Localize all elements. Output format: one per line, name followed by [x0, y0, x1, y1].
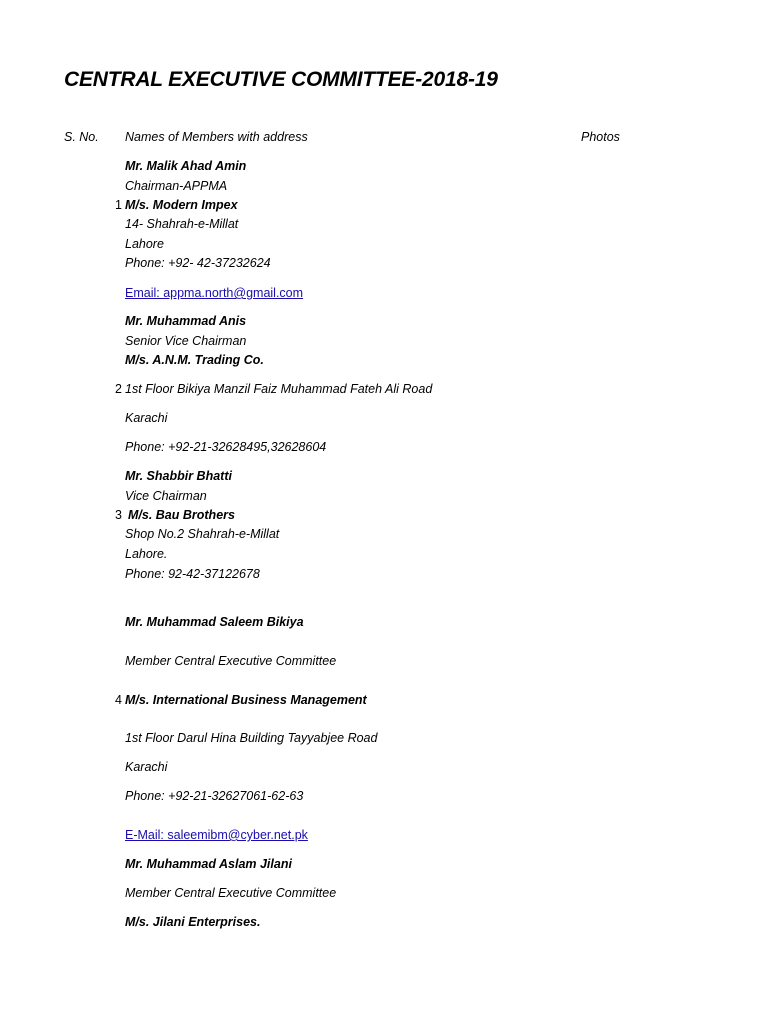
- member-designation: Chairman-APPMA: [125, 179, 228, 193]
- member-firm: M/s. A.N.M. Trading Co.: [125, 353, 264, 367]
- member-city: Karachi: [125, 760, 168, 774]
- member-address: 1st Floor Bikiya Manzil Faiz Muhammad Fateh Ali Road: [125, 382, 433, 396]
- member-phone: Phone: +92-21-32627061-62-63: [125, 789, 304, 803]
- member-name: Mr. Malik Ahad Amin: [125, 159, 247, 173]
- member-name: Mr. Muhammad Saleem Bikiya: [125, 615, 304, 629]
- member-designation: Member Central Executive Committee: [125, 886, 337, 900]
- serial-number: 1: [115, 198, 122, 212]
- member-firm: M/s. Bau Brothers: [128, 508, 235, 522]
- member-firm: M/s. Jilani Enterprises.: [125, 915, 261, 929]
- serial-number: 2: [115, 382, 122, 396]
- member-city: Lahore.: [125, 547, 168, 561]
- member-address: 1st Floor Darul Hina Building Tayyabjee Road: [125, 731, 378, 745]
- member-city: Lahore: [125, 237, 164, 251]
- member-designation: Vice Chairman: [125, 489, 207, 503]
- member-name: Mr. Shabbir Bhatti: [125, 469, 232, 483]
- page-title: CENTRAL EXECUTIVE COMMITTEE-2018-19: [64, 68, 498, 91]
- header-photos: Photos: [581, 130, 620, 144]
- member-address: 14- Shahrah-e-Millat: [125, 217, 239, 231]
- member-city: Karachi: [125, 411, 168, 425]
- header-sno: S. No.: [64, 130, 99, 144]
- serial-number: 4: [115, 693, 122, 707]
- member-designation: Member Central Executive Committee: [125, 654, 337, 668]
- serial-number: 3: [115, 508, 122, 522]
- member-name: Mr. Muhammad Aslam Jilani: [125, 857, 292, 871]
- member-firm: M/s. International Business Management: [125, 693, 367, 707]
- member-firm: M/s. Modern Impex: [125, 198, 238, 212]
- member-phone: Phone: 92-42-37122678: [125, 567, 260, 581]
- member-address: Shop No.2 Shahrah-e-Millat: [125, 527, 280, 541]
- member-email-link[interactable]: Email: appma.north@gmail.com: [125, 286, 304, 300]
- member-phone: Phone: +92-21-32628495,32628604: [125, 440, 327, 454]
- member-email-link[interactable]: E-Mail: saleemibm@cyber.net.pk: [125, 828, 308, 842]
- member-phone: Phone: +92- 42-37232624: [125, 256, 271, 270]
- header-names: Names of Members with address: [125, 130, 308, 144]
- member-name: Mr. Muhammad Anis: [125, 314, 247, 328]
- member-designation: Senior Vice Chairman: [125, 334, 247, 348]
